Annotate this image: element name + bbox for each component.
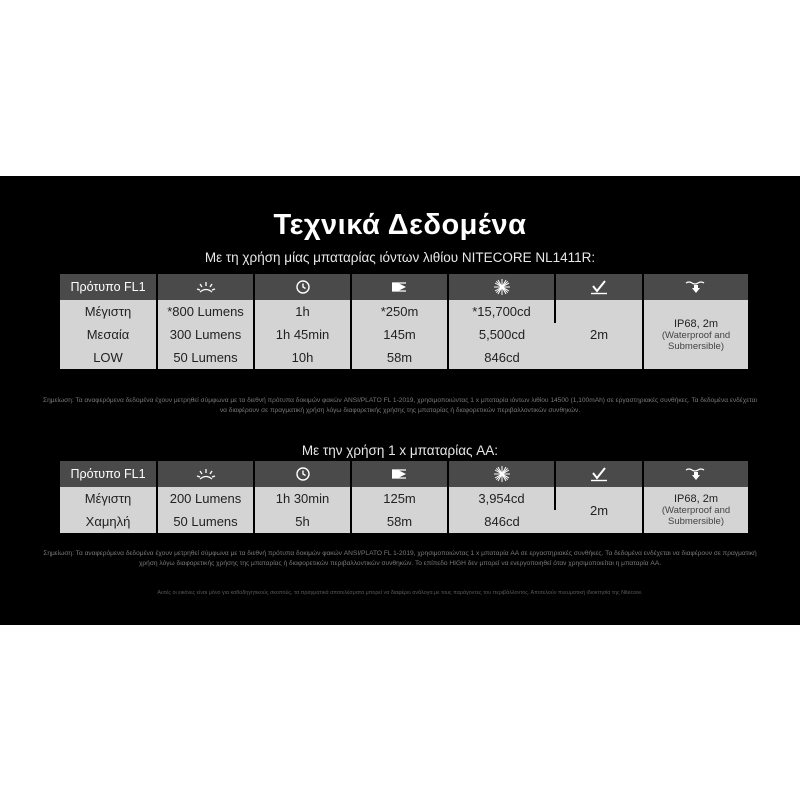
intensity-cell: 5,500cd xyxy=(448,323,555,346)
peak-intensity-icon xyxy=(448,274,555,300)
output-cell: *800 Lumens xyxy=(157,300,254,323)
waterproof-cell xyxy=(643,300,748,369)
section1-note: Σημείωση: Τα αναφερόμενα δεδομένα έχουν μετρηθεί σύμφωνα με τα διεθνή πρότυπα δοκιμών φακών ANSI/PLATO FL 1-2019, χρησιμοποιώντας 1 x μπαταρία ιόντων λιθίου 14500 (1,100mAh) σε εργαστηριακές συνθήκες. Τα δεδομένα ενδέχεται να διαφέρουν σε πραγματική χρήση λόγω διαφορετικής χρήσης της μπαταρίας ή διαφορετικών περιβαλλοντικών συνθηκών. xyxy=(43,397,757,414)
impact-resistance-icon xyxy=(555,274,643,300)
impact-resistance-icon xyxy=(555,461,643,487)
table-header-row xyxy=(60,461,748,487)
impact-cell: 2m xyxy=(555,487,643,533)
mode-cell: Μέγιστη xyxy=(60,300,157,323)
waterproof-rating: IP68, 2m xyxy=(673,317,719,330)
output-cell: 200 Lumens xyxy=(157,487,254,510)
spec-table-li-ion xyxy=(60,274,748,369)
page-title: Τεχνικά Δεδομένα xyxy=(273,209,527,241)
header-standard: Πρότυπο FL1 xyxy=(60,274,157,300)
mode-cell: Χαμηλή xyxy=(60,510,157,533)
footer-disclaimer: Αυτές οι εικόνες είναι μόνο για καθοδηγητικούς σκοπούς, τα πραγματικά αποτελέσματα μπορεί να διαφέρει ανάλογα με τους παράγοντες του περιβάλλοντος. Αποτελούν πνευματική ιδιοκτησία της Nitecore. xyxy=(157,590,643,596)
output-cell: 50 Lumens xyxy=(157,510,254,533)
runtime-cell: 1h 45min xyxy=(254,323,351,346)
distance-cell: 145m xyxy=(351,323,448,346)
waterproof-icon xyxy=(643,461,748,487)
table-header-row xyxy=(60,274,748,300)
waterproof-icon xyxy=(643,274,748,300)
mode-cell: Μεσαία xyxy=(60,323,157,346)
runtime-cell: 1h xyxy=(254,300,351,323)
mode-cell: Μέγιστη xyxy=(60,487,157,510)
distance-cell: 58m xyxy=(351,510,448,533)
output-cell: 50 Lumens xyxy=(157,346,254,369)
beam-distance-icon xyxy=(351,274,448,300)
distance-cell: 125m xyxy=(351,487,448,510)
beam-distance-icon xyxy=(351,461,448,487)
brightness-icon xyxy=(157,461,254,487)
peak-intensity-icon xyxy=(448,461,555,487)
waterproof-note: (Waterproof and Submersible) xyxy=(661,505,731,527)
runtime-clock-icon xyxy=(254,461,351,487)
table-row xyxy=(60,300,748,323)
waterproof-rating: IP68, 2m xyxy=(673,493,719,505)
intensity-cell: 846cd xyxy=(448,510,555,533)
section1-subtitle: Με τη χρήση μίας μπαταρίας ιόντων λιθίου NITECORE NL1411R: xyxy=(204,250,596,265)
distance-cell: 58m xyxy=(351,346,448,369)
intensity-cell: 3,954cd xyxy=(448,487,555,510)
output-cell: 300 Lumens xyxy=(157,323,254,346)
mode-cell: LOW xyxy=(60,346,157,369)
runtime-cell: 5h xyxy=(254,510,351,533)
header-standard: Πρότυπο FL1 xyxy=(60,461,157,487)
waterproof-cell xyxy=(643,487,748,533)
impact-cell: 2m xyxy=(555,300,643,369)
runtime-clock-icon xyxy=(254,274,351,300)
runtime-cell: 10h xyxy=(254,346,351,369)
table-row xyxy=(60,487,748,510)
intensity-cell: *15,700cd xyxy=(448,300,555,323)
brightness-icon xyxy=(157,274,254,300)
spec-panel xyxy=(0,176,800,625)
waterproof-note: (Waterproof and Submersible) xyxy=(661,329,731,352)
runtime-cell: 1h 30min xyxy=(254,487,351,510)
section2-subtitle: Με την χρήση 1 x μπαταρίας AA: xyxy=(301,443,499,458)
intensity-cell: 846cd xyxy=(448,346,555,369)
spec-table-aa xyxy=(60,461,748,533)
distance-cell: *250m xyxy=(351,300,448,323)
section2-note: Σημείωση: Τα αναφερόμενα δεδομένα έχουν μετρηθεί σύμφωνα με τα διεθνή πρότυπα δοκιμών φακών ANSI/PLATO FL 1-2019, χρησιμοποιώντας 1 x μπαταρία AA σε εργαστηριακές συνθήκες. Τα δεδομένα ενδέχεται να διαφέρουν σε πραγματική χρήση λόγω διαφορετικής χρήσης της μπαταρίας ή διαφορετικών περιβαλλοντικών συνθηκών. Το επίπεδο HIGH δεν μπορεί να ενεργοποιηθεί όταν χρησιμοποιείται η μπαταρία AA. xyxy=(43,550,757,567)
